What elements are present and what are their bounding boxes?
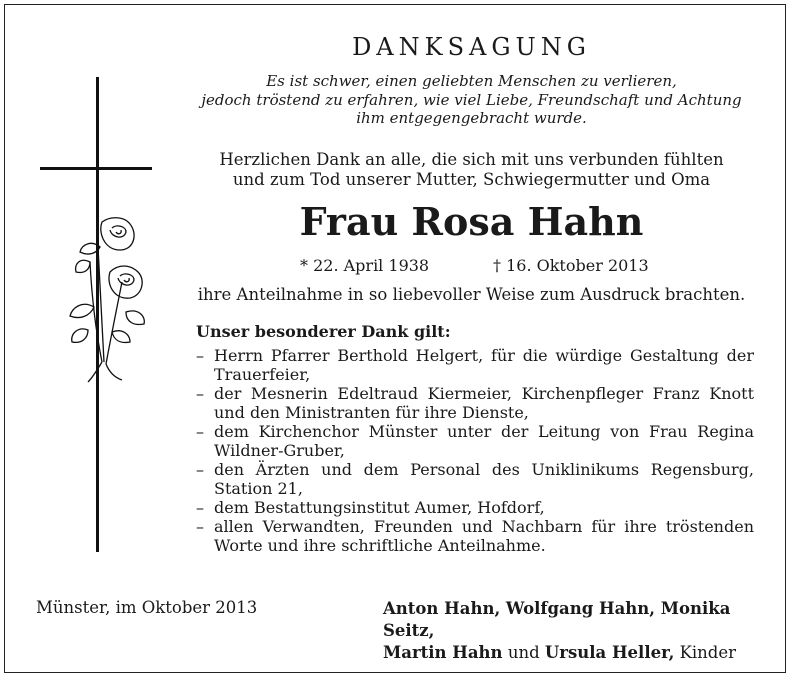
intro-line: Es ist schwer, einen geliebten Menschen zu verlieren, — [266, 72, 677, 90]
special-thanks-list — [196, 346, 754, 555]
birth-date: * 22. April 1938 — [300, 256, 430, 275]
intro-line: ihm entgegengebracht wurde. — [356, 109, 587, 127]
list-item-text: Herrn Pfarrer Berthold Helgert, für die würdige Gestaltung der Trauerfeier, — [214, 346, 754, 384]
signer-name: Ursula Heller, — [544, 643, 675, 662]
list-item-text: dem Kirchenchor Münster unter der Leitung von Frau Regina Wildner-Gruber, — [214, 422, 754, 460]
roses-icon — [70, 218, 144, 382]
signers-line — [383, 642, 763, 664]
list-item — [196, 460, 754, 498]
intro-verse — [190, 72, 753, 128]
list-item-text: den Ärzten und dem Personal des Uniklinikums Regensburg, Station 21, — [214, 460, 754, 498]
signers-block — [383, 598, 763, 664]
notice-heading: DANKSAGUNG — [352, 33, 591, 61]
list-item — [196, 346, 754, 384]
dash-bullet: – — [196, 384, 204, 403]
list-item — [196, 384, 754, 422]
thanks-line: Herzlichen Dank an alle, die sich mit uns verbunden fühlten — [219, 150, 724, 169]
dash-bullet: – — [196, 460, 204, 479]
list-item-text: dem Bestattungsinstitut Aumer, Hofdorf, — [214, 498, 545, 517]
dash-bullet: – — [196, 422, 204, 441]
relation-label: Kinder — [679, 643, 737, 662]
thanks-text — [190, 150, 753, 190]
dash-bullet: – — [196, 517, 204, 536]
cross-icon — [40, 77, 152, 552]
dash-bullet: – — [196, 498, 204, 517]
thanks-line: und zum Tod unserer Mutter, Schwiegermutter und Oma — [232, 170, 711, 189]
expression-text: ihre Anteilnahme in so liebevoller Weise zum Ausdruck brachten. — [197, 285, 746, 304]
cross-with-roses-icon — [30, 72, 170, 562]
place-date: Münster, im Oktober 2013 — [36, 598, 258, 617]
list-item-text: allen Verwandten, Freunden und Nachbarn für ihre tröstenden Worte und ihre schriftliche Anteilnahme. — [214, 517, 754, 555]
intro-line: jedoch tröstend zu erfahren, wie viel Liebe, Freundschaft und Achtung — [201, 90, 742, 109]
list-item — [196, 498, 754, 517]
list-item — [196, 422, 754, 460]
conjunction: und — [507, 643, 540, 662]
signer-names: Anton Hahn, Wolfgang Hahn, Monika Seitz, — [383, 599, 731, 640]
signers-line — [383, 598, 763, 642]
death-date: † 16. Oktober 2013 — [493, 256, 649, 275]
special-thanks-title: Unser besonderer Dank gilt: — [196, 322, 451, 341]
deceased-name: Frau Rosa Hahn — [299, 199, 644, 244]
signer-name: Martin Hahn — [383, 643, 503, 662]
list-item-text: der Mesnerin Edeltraud Kiermeier, Kirchenpfleger Franz Knott und den Ministranten für ihre Dienste, — [214, 384, 754, 422]
dash-bullet: – — [196, 346, 204, 365]
list-item — [196, 517, 754, 555]
